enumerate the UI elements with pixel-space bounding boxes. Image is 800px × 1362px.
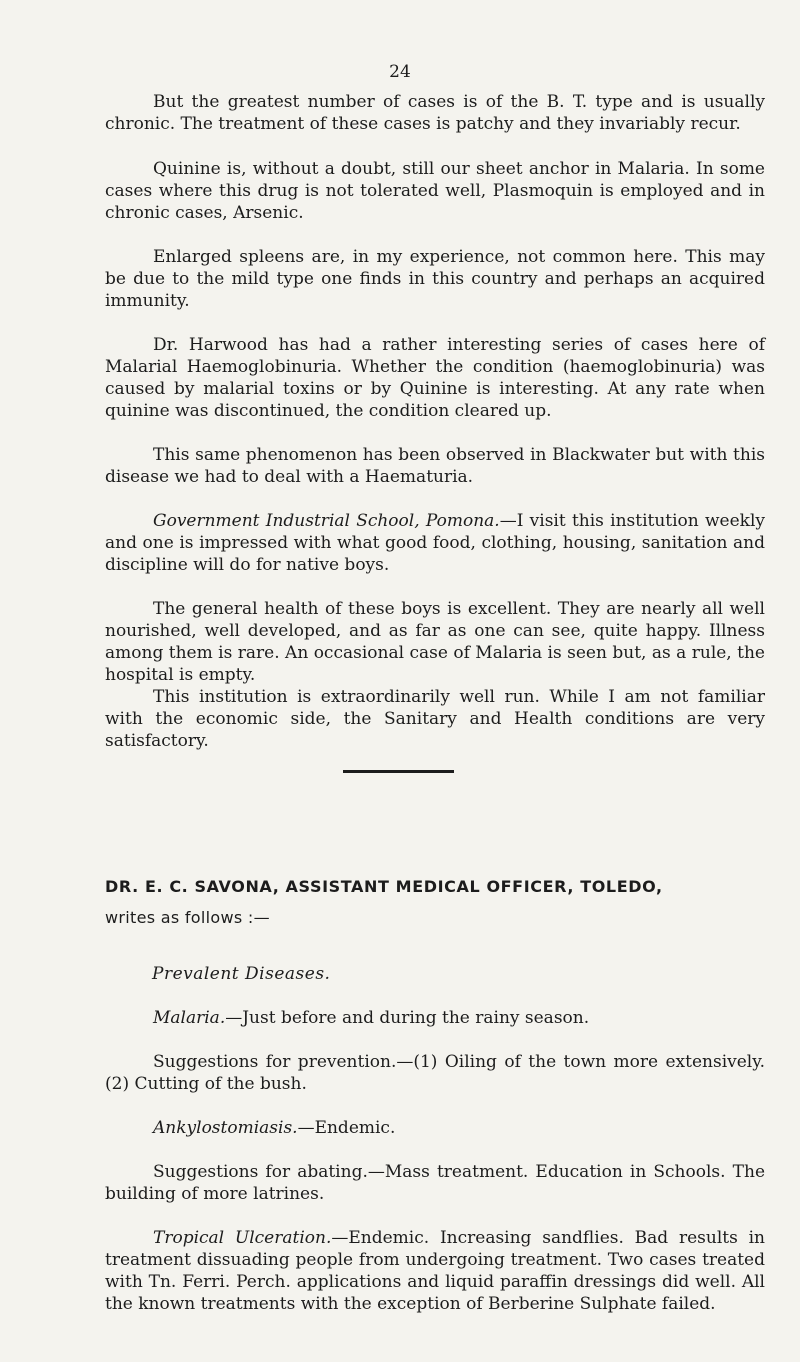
paragraph-tropical-ulceration — [105, 1227, 765, 1315]
paragraph-ankylo-abating: Suggestions for abating.—Mass treatment. Education in Schools. The building of more latrines. — [105, 1162, 765, 1204]
malaria-text: —Just before and during the rainy season. — [225, 1008, 590, 1028]
paragraph-malaria-prevention: Suggestions for prevention.—(1) Oiling of the town more extensively. (2) Cutting of the bush. — [105, 1052, 765, 1094]
heading-line-1: DR. E. C. SAVONA, ASSISTANT MEDICAL OFFICER, TOLEDO, — [105, 877, 663, 896]
prevalent-diseases-title: Prevalent Diseases. — [152, 964, 331, 984]
ankylo-title: Ankylostomiasis. — [153, 1118, 298, 1138]
ankylo-text: —Endemic. — [297, 1118, 396, 1138]
tropical-title: Tropical Ulceration. — [153, 1228, 332, 1248]
paragraph-malaria — [105, 1007, 765, 1029]
paragraph-blackwater: This same phenomenon has been observed in Blackwater but with this disease we had to deal with a Haematuria. — [105, 445, 765, 487]
paragraph-bt-type: But the greatest number of cases is of the B. T. type and is usually chronic. The treatment of these cases is patchy and they invariably recur. — [105, 92, 765, 134]
section-divider — [343, 770, 454, 773]
paragraph-institution-run: This institution is extraordinarily well run. While I am not familiar with the economic side, the Sanitary and Health conditions are very satisfactory. — [105, 687, 765, 751]
school-text: —I visit this institution weekly and one is impressed with what good food, clothing, housing, sanitation and discipline will do for native boys. — [105, 511, 766, 575]
paragraph-spleens: Enlarged spleens are, in my experience, not common here. This may be due to the mild type one finds in this country and perhaps an acquired immunity. — [105, 247, 765, 311]
malaria-title: Malaria. — [153, 1008, 226, 1028]
tropical-text: —Endemic. Increasing sandflies. Bad results in treatment dissuading people from undergoing treatment. Two cases treated with Tn. Ferri. Perch. applications and liquid paraffin dressings did well. All the known treatments with the exception of Berberine Sulphate failed. — [105, 1228, 765, 1314]
page-number: 24 — [389, 62, 411, 82]
report-heading — [105, 876, 765, 929]
school-title: Government Industrial School, Pomona. — [153, 511, 500, 531]
heading-line-2: writes as follows :— — [105, 908, 270, 927]
paragraph-haemoglobinuria: Dr. Harwood has had a rather interesting series of cases here of Malarial Haemoglobinuria. Whether the condition (haemoglobinuria) was caused by malarial toxins or by Quinine is interesting. At any rate when quinine was discontinued, the condition cleared up. — [105, 335, 765, 421]
paragraph-ankylostomiasis — [105, 1117, 765, 1139]
paragraph-quinine: Quinine is, without a doubt, still our sheet anchor in Malaria. In some cases where this drug is not tolerated well, Plasmoquin is employed and in chronic cases, Arsenic. — [105, 159, 765, 223]
paragraph-industrial-school — [105, 510, 765, 576]
paragraph-boys-health: The general health of these boys is excellent. They are nearly all well nourished, well developed, and as far as one can see, quite happy. Illness among them is rare. An occasional case of Malaria is seen but, as a rule, the hospital is empty. — [105, 599, 765, 685]
